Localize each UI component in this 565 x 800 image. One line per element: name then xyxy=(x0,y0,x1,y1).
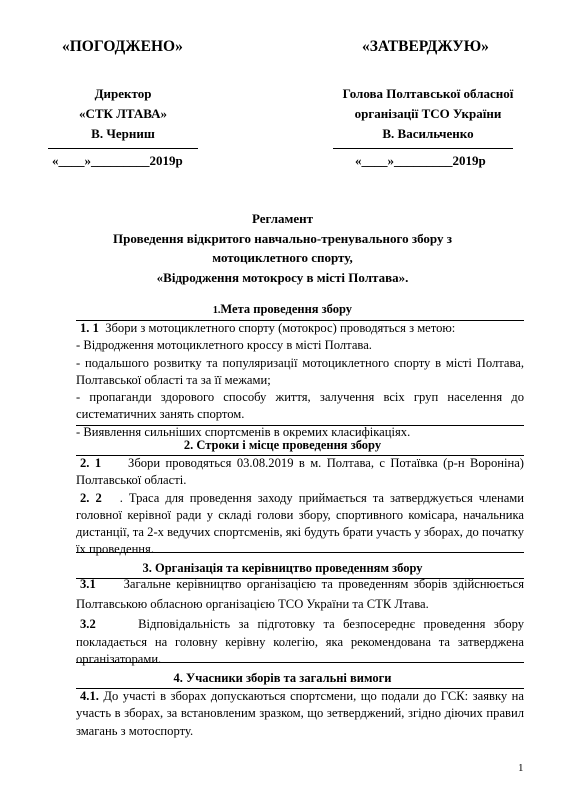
title-line: Регламент xyxy=(251,211,314,226)
list-item: - пропаганди здорового способу життя, залучення всіх груп населення до систематичних занять спортом. xyxy=(76,390,524,422)
divider xyxy=(76,425,524,426)
left-signatory xyxy=(48,84,198,144)
right-organization: організації ТСО України xyxy=(354,106,502,121)
section-1-number: 1. xyxy=(212,305,221,316)
section-4-body xyxy=(76,688,524,740)
section-3-heading: 3. Організація та керівництво проведенням збору xyxy=(142,561,423,575)
paragraph-number: 1. 1 xyxy=(80,321,99,335)
left-date: «____»_________2019р xyxy=(52,153,183,168)
list-item: - Відродження мотоциклетного кроссу в місті Полтава. xyxy=(76,338,372,353)
paragraph-number: 3.1 xyxy=(80,577,96,591)
page-number: 1 xyxy=(518,762,524,774)
right-position: Голова Полтавської обласної xyxy=(342,86,514,101)
paragraph-text: Загальне керівництво організацією та проведенням зборів здійснюється Полтавською обласною організацією ТСО України та СТК Лтава. xyxy=(76,577,525,611)
list-item: - Виявлення сильніших спортсменів в окремих класифікаціях. xyxy=(76,424,411,439)
right-date: «____»_________2019р xyxy=(355,153,486,168)
section-2-heading: 2. Строки і місце проведення збору xyxy=(183,438,382,452)
paragraph-1-1 xyxy=(76,320,524,337)
section-3-body xyxy=(76,575,524,669)
paragraph-4-1 xyxy=(76,688,524,740)
paragraph-number: 4.1. xyxy=(80,689,99,703)
paragraph-text: Збори з мотоциклетного спорту (мотокрос) проводяться з метою: xyxy=(105,321,456,335)
right-name: В. Васильченко xyxy=(382,126,474,141)
left-heading: «ПОГОДЖЕНО» xyxy=(62,38,183,55)
right-signatory xyxy=(318,84,538,144)
left-organization: «СТК ЛТАВА» xyxy=(78,106,168,121)
title-line: мотоциклетного спорту, xyxy=(212,250,353,265)
section-1-body xyxy=(76,320,524,441)
right-signature-line xyxy=(333,148,513,149)
left-signature-line xyxy=(48,148,198,149)
paragraph-2-1 xyxy=(76,455,524,490)
paragraph-text: До участі в зборах допускаються спортсмени, що подали до ГСК: заявку на участь в зборах, за встановленим зразком, що зетверджений, згідно діючих правил змагань з мотоспорту. xyxy=(76,689,524,738)
paragraph-number: 3.2 xyxy=(80,617,96,631)
divider xyxy=(76,662,524,663)
section-1-heading xyxy=(0,302,565,317)
section-2-body xyxy=(76,455,524,559)
title-line: «Відродження мотокросу в місті Полтава». xyxy=(156,269,409,285)
paragraph-text: Відповідальність за підготовку та безпосереднє проведення збору покладається на головну керівну колегію, яка рекомендована та затверджена організаторами. xyxy=(76,617,524,666)
paragraph-number: 2. 1 xyxy=(80,456,102,470)
paragraph-2-2 xyxy=(76,490,524,559)
left-position: Директор xyxy=(94,86,152,101)
section-4-heading: 4. Учасники зборів та загальні вимоги xyxy=(173,671,392,685)
list-item: - подальшого розвитку та популяризації мотоциклетного спорту в місті Полтава, Полтавської області та за її межами; xyxy=(76,355,524,387)
divider xyxy=(76,552,524,553)
paragraph-text: Збори проводяться 03.08.2019 в м. Полтава, с Потаївка (р-н Вороніна) Полтавської області. xyxy=(76,456,525,488)
paragraph-number: 2. 2 xyxy=(80,490,102,505)
title-line: Проведення відкритого навчально-тренувального збору з xyxy=(113,230,452,246)
document-title xyxy=(0,209,565,287)
section-1-title: Мета проведення збору xyxy=(220,302,353,316)
paragraph-3-2 xyxy=(76,616,524,669)
right-heading: «ЗАТВЕРДЖУЮ» xyxy=(362,38,489,55)
paragraph-text: . Траса для проведення заходу приймається та затверджується членами головної керівної ради у складі голови збору, спортивного комісара, начальника дистанції, та 2-х ведучих спортсменів, які будуть брати участь у зборах, до початку їх проведення. xyxy=(76,490,525,557)
left-name: В. Черниш xyxy=(91,126,155,141)
paragraph-3-1 xyxy=(76,575,524,614)
